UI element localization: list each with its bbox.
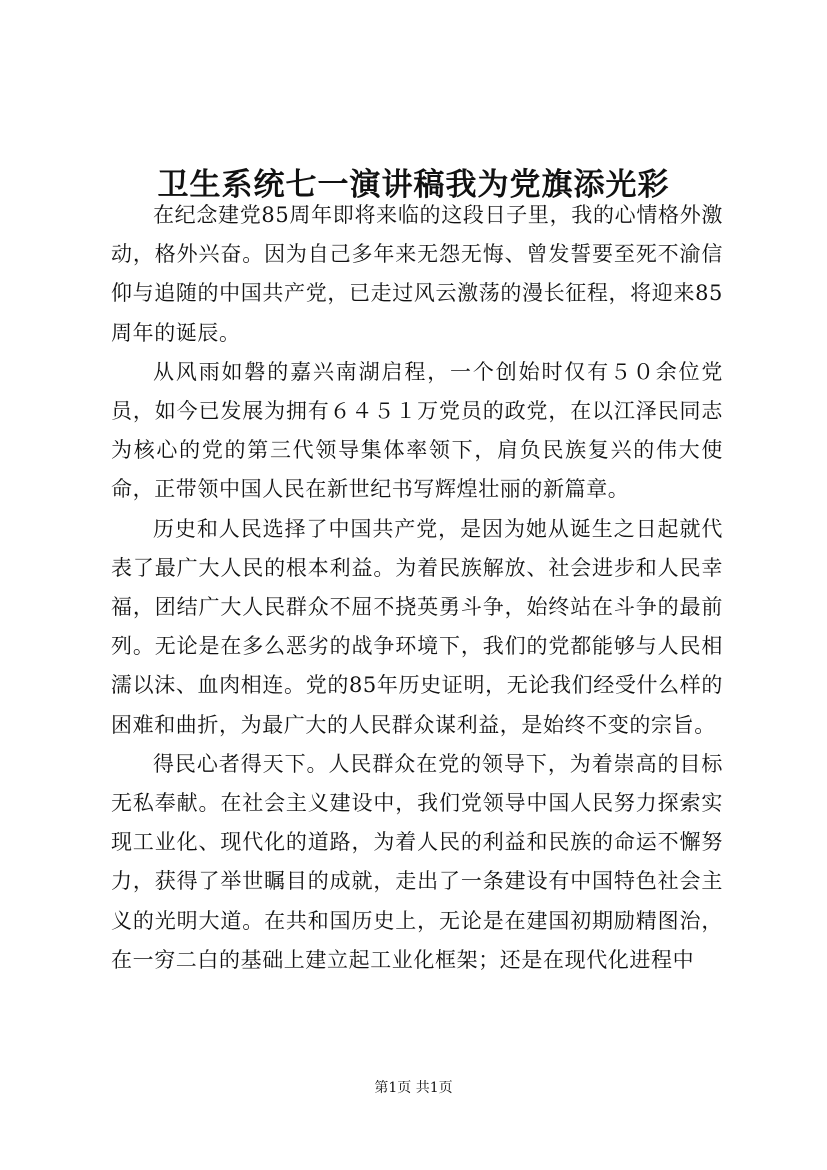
document-title: 卫生系统七一演讲稿我为党旗添光彩	[157, 166, 670, 203]
document-body	[111, 196, 723, 980]
paragraph: 从风雨如磐的嘉兴南湖启程，一个创始时仅有５０余位党员，如今已发展为拥有６４５１万党员的政党，在以江泽民同志为核心的党的第三代领导集体率领下，肩负民族复兴的伟大使命，正带领中国人民在新世纪书写辉煌壮丽的新篇章。	[111, 359, 723, 502]
paragraph: 得民心者得天下。人民群众在党的领导下，为着崇高的目标无私奉献。在社会主义建设中，我们党领导中国人民努力探索实现工业化、现代化的道路，为着人民的利益和民族的命运不懈努力，获得了举世瞩目的成就，走出了一条建设有中国特色社会主义的光明大道。在共和国历史上，无论是在建国初期励精图治，在一穷二白的基础上建立起工业化框架；还是在现代化进程中	[111, 751, 723, 972]
page-number: 第1页 共1页	[374, 1080, 453, 1096]
paragraph: 历史和人民选择了中国共产党，是因为她从诞生之日起就代表了最广大人民的根本利益。为着民族解放、社会进步和人民幸福，团结广大人民群众不屈不挠英勇斗争，始终站在斗争的最前列。无论是在多么恶劣的战争环境下，我们的党都能够与人民相濡以沫、血肉相连。党的85年历史证明，无论我们经受什么样的困难和曲折，为最广大的人民群众谋利益，是始终不变的宗旨。	[111, 516, 723, 737]
paragraph: 在纪念建党85周年即将来临的这段日子里，我的心情格外激动，格外兴奋。因为自己多年来无怨无悔、曾发誓要至死不渝信仰与追随的中国共产党，已走过风云激荡的漫长征程，将迎来85周年的诞辰。	[111, 203, 723, 345]
